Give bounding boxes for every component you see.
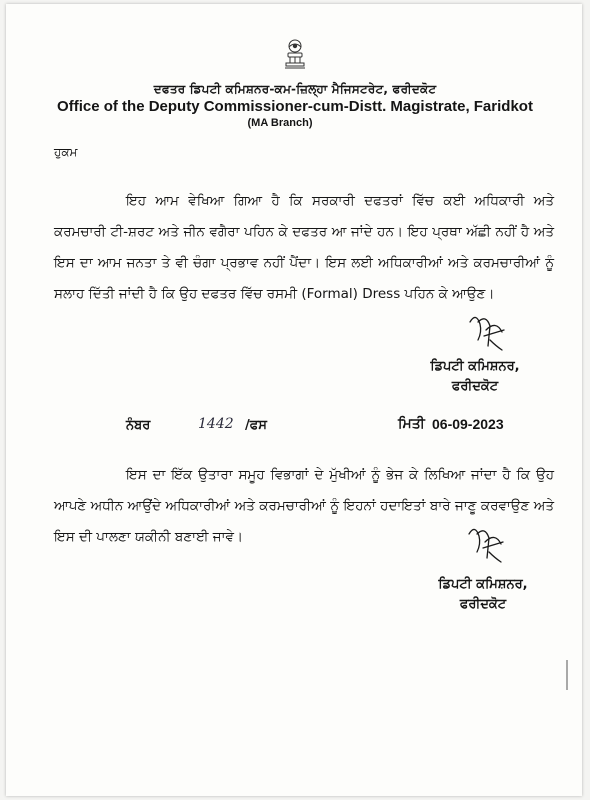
signatory-title: ਡਿਪਟੀ ਕਮਿਸ਼ਨਰ, [430,359,520,374]
number-value: 1442 [198,416,234,432]
number-label: ਨੰਬਰ [126,418,151,433]
signatory-title: ਡਿਪਟੀ ਕਮਿਸ਼ਨਰ, [438,577,528,592]
state-emblem-icon [282,38,308,72]
endorsement-signatory-block [418,575,548,615]
signatory-block [410,357,540,397]
office-name-english: Office of the Deputy Commissioner-cum-Distt. Magistrate, Faridkot [57,98,533,115]
endorsement-body: ਇਸ ਦਾ ਇੱਕ ਉਤਾਰਾ ਸਮੂਹ ਵਿਭਾਗਾਂ ਦੇ ਮੁੱਖੀਆਂ ਨੂੰ ਭੇਜ ਕੇ ਲਿਖਿਆ ਜਾਂਦਾ ਹੈ ਕਿ ਉਹ ਆਪਣੇ ਅਧੀਨ ਆਉਂਦੇ ਅਧਿਕਾਰੀਆਂ ਅਤੇ ਕਰਮਚਾਰੀਆਂ ਨੂੰ ਇਹਨਾਂ ਹਦਾਇਤਾਂ ਬਾਰੇ ਜਾਣੂ ਕਰਵਾਉਣ ਅਤੇ ਇਸ ਦੀ ਪਾਲਣਾ ਯਕੀਨੀ ਬਣਾਈ ਜਾਵੇ। [54,467,554,545]
signature-icon [466,310,506,352]
date-label: ਮਿਤੀ [398,416,425,432]
branch-name: (MA Branch) [247,117,313,129]
signatory-place: ਫਰੀਦਕੋਟ [451,379,499,394]
order-heading: ਹੁਕਮ [54,145,78,159]
scan-edge-mark [566,660,568,690]
date-value: 06-09-2023 [432,416,504,432]
signature-icon [465,522,505,564]
order-body: ਇਹ ਆਮ ਵੇਖਿਆ ਗਿਆ ਹੈ ਕਿ ਸਰਕਾਰੀ ਦਫਤਰਾਂ ਵਿੱਚ ਕਈ ਅਧਿਕਾਰੀ ਅਤੇ ਕਰਮਚਾਰੀ ਟੀ-ਸ਼ਰਟ ਅਤੇ ਜੀਨ ਵਗੈਰਾ ਪਹਿਨ ਕੇ ਦਫਤਰ ਆ ਜਾਂਦੇ ਹਨ। ਇਹ ਪ੍ਰਥਾ ਅੱਛੀ ਨਹੀਂ ਹੈ ਅਤੇ ਇਸ ਦਾ ਆਮ ਜਨਤਾ ਤੇ ਵੀ ਚੰਗਾ ਪ੍ਰਭਾਵ ਨਹੀਂ ਪੈਂਦਾ। ਇਸ ਲਈ ਅਧਿਕਾਰੀਆਂ ਅਤੇ ਕਰਮਚਾਰੀਆਂ ਨੂੰ ਸਲਾਹ ਦਿੱਤੀ ਜਾਂਦੀ ਹੈ ਕਿ ਉਹ ਦਫਤਰ ਵਿੱਚ ਰਸਮੀ (Formal) Dress ਪਹਿਨ ਕੇ ਆਉਣ। [54,193,554,302]
signatory-place: ਫਰੀਦਕੋਟ [459,597,507,612]
office-name-punjabi: ਦਫਤਰ ਡਿਪਟੀ ਕਮਿਸ਼ਨਰ-ਕਮ-ਜ਼ਿਲ੍ਹਾ ਮੈਜਿਸਟਰੇਟ, ਫਰੀਦਕੋਟ [153,82,437,96]
number-suffix: /ਫਸ [245,418,267,433]
